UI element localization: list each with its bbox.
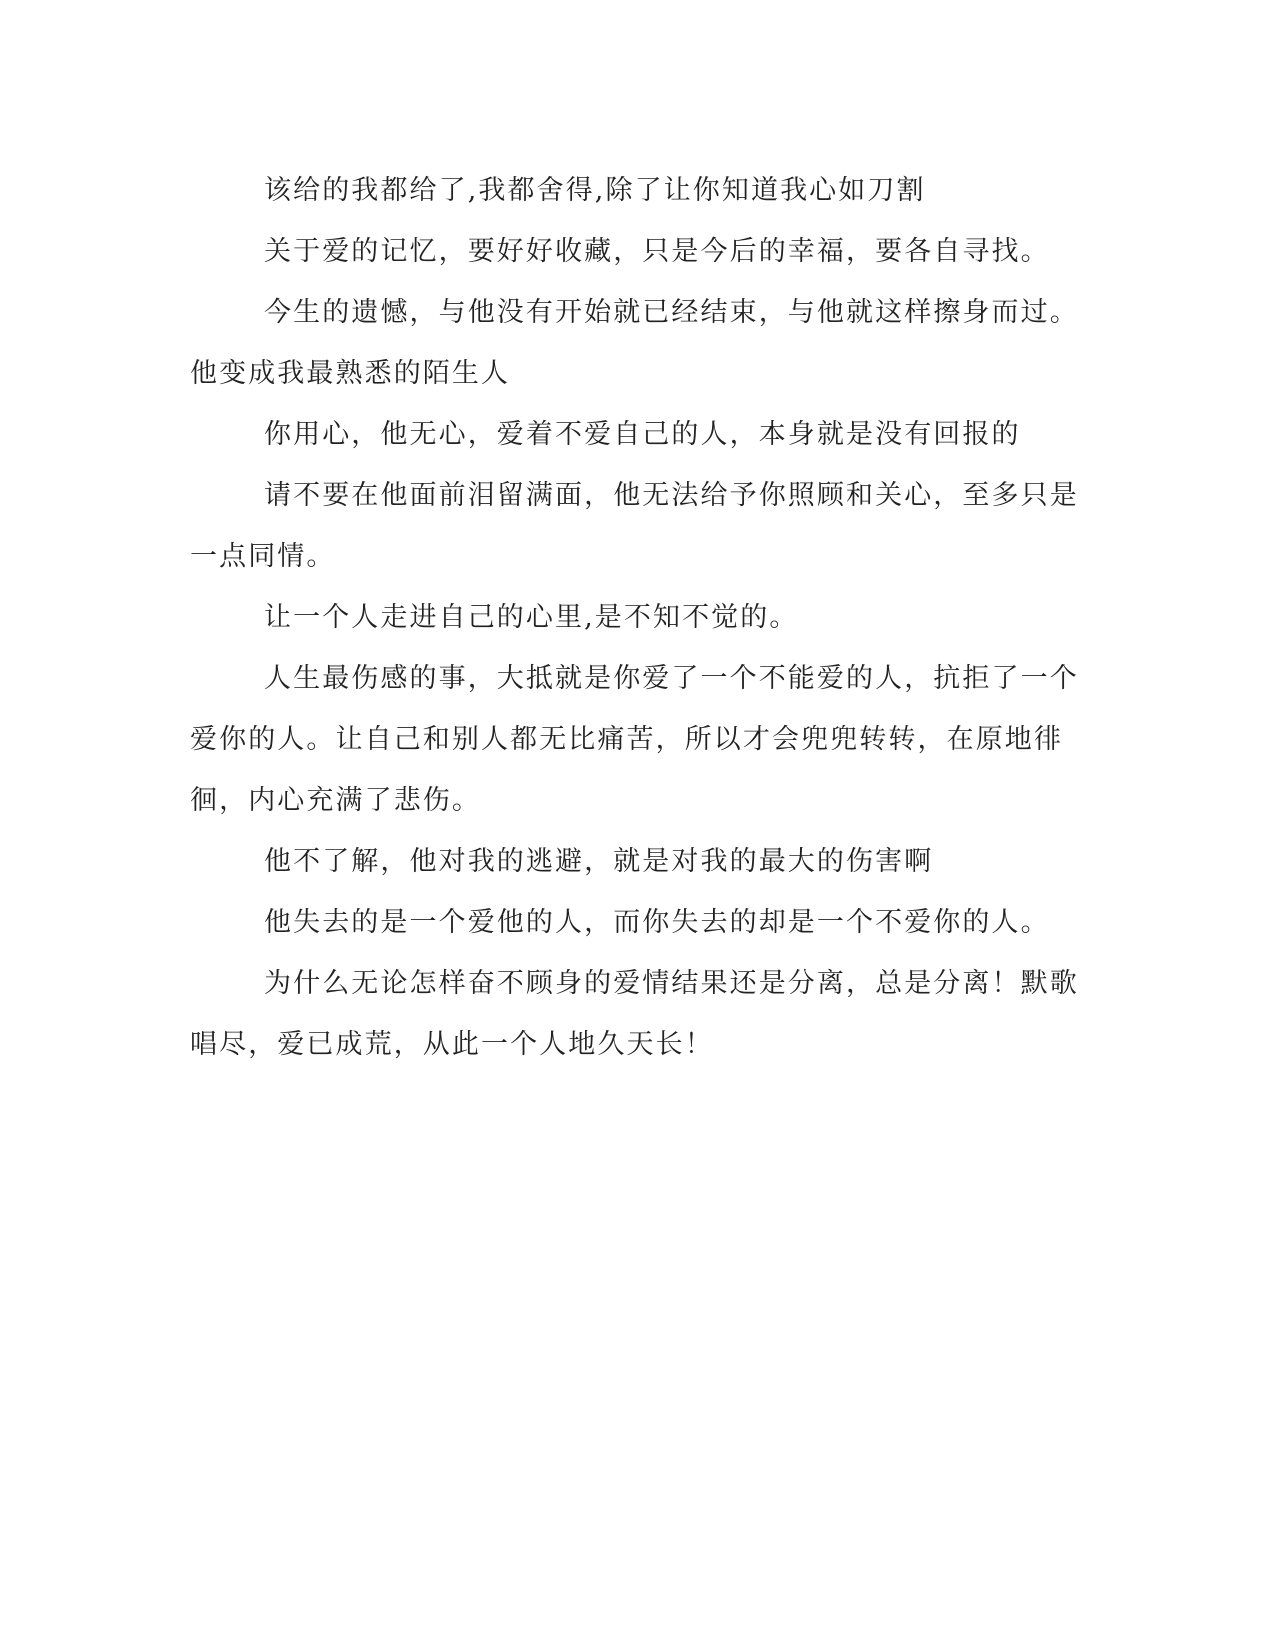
paragraph-10: 为什么无论怎样奋不顾身的爱情结果还是分离，总是分离！默歌唱尽，爱已成荒，从此一个人地久天长！ <box>190 968 1079 1060</box>
paragraph-3: 今生的遗憾，与他没有开始就已经结束，与他就这样擦身而过。他变成我最熟悉的陌生人 <box>190 297 1079 389</box>
paragraph-2: 关于爱的记忆，要好好收藏，只是今后的幸福，要各自寻找。 <box>264 236 1050 267</box>
paragraph-7: 人生最伤感的事，大抵就是你爱了一个不能爱的人，抗拒了一个爱你的人。让自己和别人都无比痛苦，所以才会兜兜转转，在原地徘徊，内心充满了悲伤。 <box>190 663 1079 816</box>
paragraph-8: 他不了解，他对我的逃避，就是对我的最大的伤害啊 <box>264 846 934 877</box>
paragraph-6: 让一个人走进自己的心里,是不知不觉的。 <box>264 602 799 633</box>
paragraph-9: 他失去的是一个爱他的人，而你失去的却是一个不爱你的人。 <box>264 907 1050 938</box>
paragraph-5: 请不要在他面前泪留满面，他无法给予你照顾和关心，至多只是一点同情。 <box>190 480 1079 572</box>
paragraph-1: 该给的我都给了,我都舍得,除了让你知道我心如刀割 <box>264 175 926 206</box>
document-body <box>190 160 1085 1075</box>
paragraph-4: 你用心，他无心，爱着不爱自己的人，本身就是没有回报的 <box>264 419 1021 450</box>
